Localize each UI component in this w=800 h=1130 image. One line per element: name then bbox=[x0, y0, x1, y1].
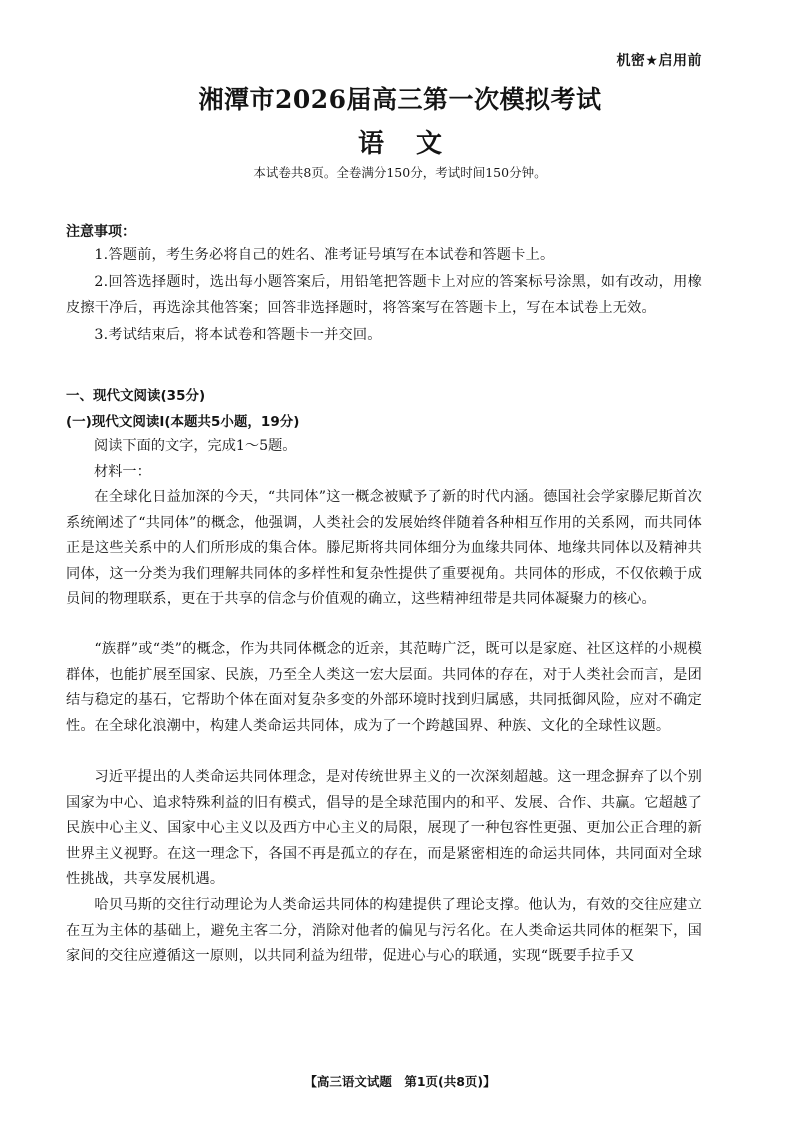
exam-info: 本试卷共8页。全卷满分150分，考试时间150分钟。 bbox=[253, 165, 547, 180]
body-paragraph: 在全球化日益加深的今天，“共同体”这一概念被赋予了新的时代内涵。德国社会学家滕尼斯首次系统阐述了“共同体”的概念，他强调，人类社会的发展始终伴随着各种相互作用的关系网，而共同体正是这些关系中的人们所形成的集合体。滕尼斯将共同体细分为血缘共同体、地缘共同体以及精神共同体，这一分类为我们理解共同体的多样性和复杂性提供了重要视角。共同体的形成，不仅依赖于成员间的物理联系，更在于共享的信念与价值观的确立，这些精神纽带是共同体凝聚力的核心。 bbox=[66, 489, 702, 607]
notice-item: 1.答题前，考生务必将自己的姓名、准考证号填写在本试卷和答题卡上。 bbox=[94, 247, 555, 263]
notice-item: 3.考试结束后，将本试卷和答题卡一并交回。 bbox=[94, 327, 382, 343]
reading-instruction: 阅读下面的文字，完成1～5题。 bbox=[94, 438, 297, 454]
exam-title: 湘潭市2026届高三第一次模拟考试 bbox=[198, 85, 602, 114]
section-subtitle: (一)现代文阅读Ⅰ(本题共5小题，19分) bbox=[66, 414, 300, 430]
material-label: 材料一： bbox=[94, 464, 151, 480]
section-title: 一、现代文阅读(35分) bbox=[66, 388, 206, 404]
confidential-label: 机密★启用前 bbox=[616, 53, 702, 69]
body-paragraph: 习近平提出的人类命运共同体理念，是对传统世界主义的一次深刻超越。这一理念摒弃了以个别国家为中心、追求特殊利益的旧有模式，倡导的是全球范围内的和平、发展、合作、共赢。它超越了民族中心主义、国家中心主义以及西方中心主义的局限，展现了一种包容性更强、更加公正合理的新世界主义视野。在这一理念下，各国不再是孤立的存在，而是紧密相连的命运共同体，共同面对全球性挑战，共享发展机遇。 bbox=[66, 769, 702, 887]
page-footer: 【高三语文试题 第1页(共8页)】 bbox=[304, 1074, 496, 1089]
body-paragraph: “族群”或“类”的概念，作为共同体概念的近亲，其范畴广泛，既可以是家庭、社区这样的小规模群体，也能扩展至国家、民族，乃至全人类这一宏大层面。共同体的存在，对于人类社会而言，是团结与稳定的基石，它帮助个体在面对复杂多变的外部环境时找到归属感，共同抵御风险，应对不确定性。在全球化浪潮中，构建人类命运共同体，成为了一个跨越国界、种族、文化的全球性议题。 bbox=[66, 641, 702, 734]
notice-heading: 注意事项： bbox=[66, 224, 136, 240]
notice-item: 2.回答选择题时，选出每小题答案后，用铅笔把答题卡上对应的答案标号涂黑，如有改动，用橡皮擦干净后，再选涂其他答案；回答非选择题时，将答案写在答题卡上，写在本试卷上无效。 bbox=[66, 274, 702, 316]
body-paragraph: 哈贝马斯的交往行动理论为人类命运共同体的构建提供了理论支撑。他认为，有效的交往应建立在互为主体的基础上，避免主客二分，消除对他者的偏见与污名化。在人类命运共同体的框架下，国家间的交往应遵循这一原则，以共同利益为纽带，促进心与心的联通，实现“既要手拉手又 bbox=[66, 897, 702, 964]
subject-title: 语文 bbox=[357, 129, 474, 159]
